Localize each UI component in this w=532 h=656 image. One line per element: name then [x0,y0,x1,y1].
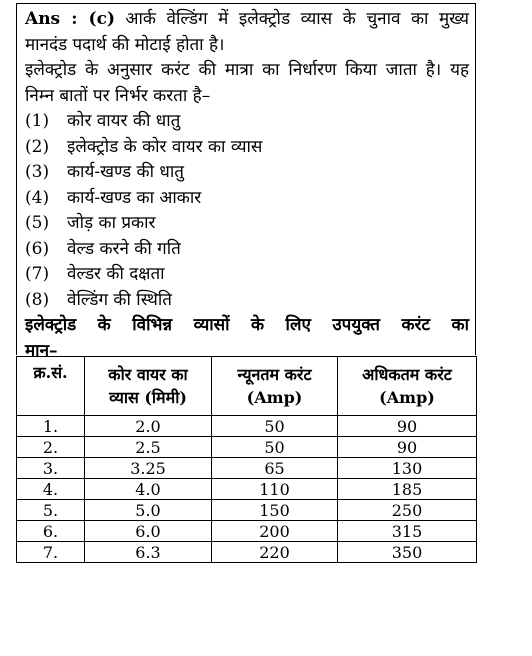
table-cell: 130 [338,458,477,479]
table-cell: 5.0 [85,500,212,521]
table-cell: 7. [17,542,85,563]
table-cell: 2.5 [85,437,212,458]
factor-text: जोड़ का प्रकार [67,213,156,233]
current-table [16,356,477,563]
answer-line-3: इलेक्ट्रोड के अनुसार करंट की मात्रा का निर्धारण किया जाता है। यह [25,60,469,80]
factor-item [25,160,469,186]
table-header-cell [338,357,477,416]
answer-line-1 [25,7,469,33]
answer-box [16,3,476,361]
table-cell: 1. [17,416,85,437]
header-line: अधिकतम करंट [362,365,452,384]
table-cell: 2.0 [85,416,212,437]
table-cell: 315 [338,521,477,542]
table-row [17,479,477,500]
factor-text: कोर वायर की धातु [67,111,181,131]
table-cell: 250 [338,500,477,521]
table-cell: 4.0 [85,479,212,500]
header-line: (Amp) [246,388,303,407]
table-cell: 50 [212,437,338,458]
factor-text: वेल्डिंग की स्थिति [67,289,172,310]
factor-number: (6) [25,238,50,259]
table-cell: 90 [338,437,477,458]
factor-item [25,186,469,212]
factor-number: (2) [25,136,50,157]
table-cell: 5. [17,500,85,521]
factor-number: (4) [25,187,50,208]
table-heading-line-2: मान– [25,340,58,361]
factor-item [25,262,469,288]
table-cell: 185 [338,479,477,500]
table-header-cell [17,357,85,416]
factor-number: (3) [25,162,50,182]
table-cell: 3.25 [85,458,212,479]
factor-item [25,135,469,161]
table-header-cell [85,357,212,416]
factor-item [25,109,469,135]
answer-prefix: Ans : (c) [25,9,115,29]
table-cell: 150 [212,500,338,521]
header-line: (Amp) [379,388,435,407]
table-cell: 4. [17,479,85,500]
factor-item [25,211,469,237]
table-header-cell [212,357,338,416]
table-cell: 6.0 [85,521,212,542]
table-cell: 110 [212,479,338,500]
factor-text: वेल्ड करने की गति [67,238,181,259]
table-cell: 2. [17,437,85,458]
table-cell: 90 [338,416,477,437]
factor-text: इलेक्ट्रोड के कोर वायर का व्यास [67,136,263,157]
table-cell: 200 [212,521,338,542]
table-body [17,416,477,563]
header-line: क्र.सं. [33,363,68,382]
factor-number: (7) [25,264,50,284]
header-line: न्यूनतम करंट [237,365,312,384]
table-cell: 50 [212,416,338,437]
table-cell: 6.3 [85,542,212,563]
table-row [17,542,477,563]
table-row [17,416,477,437]
table-cell: 65 [212,458,338,479]
factor-number: (1) [25,111,50,131]
header-line: कोर वायर का [108,365,188,384]
factor-number: (8) [25,289,50,310]
table-heading-line-1: इलेक्ट्रोड के विभिन्न व्यासों के लिए उपयुक्त करंट का [25,315,469,335]
factor-text: कार्य-खण्ड का आकार [67,187,202,208]
table-row [17,458,477,479]
factor-item [25,288,469,314]
answer-line-2: मानदंड पदार्थ की मोटाई होता है। [25,34,225,55]
header-line: व्यास (मिमी) [109,388,187,407]
answer-text-1: आर्क वेल्डिंग में इलेक्ट्रोड व्यास के चुनाव का मुख्य [125,9,469,29]
table-row [17,521,477,542]
table-cell: 220 [212,542,338,563]
answer-line-4: निम्न बातों पर निर्भर करता है– [25,85,211,106]
factor-text: वेल्डर की दक्षता [67,264,165,284]
factor-text: कार्य-खण्ड की धातु [67,162,184,182]
factor-number: (5) [25,213,50,233]
table-cell: 350 [338,542,477,563]
table-row [17,437,477,458]
table-cell: 6. [17,521,85,542]
factor-list [25,109,469,313]
table-header-row [17,357,477,416]
table-row [17,500,477,521]
table-cell: 3. [17,458,85,479]
factor-item [25,237,469,263]
